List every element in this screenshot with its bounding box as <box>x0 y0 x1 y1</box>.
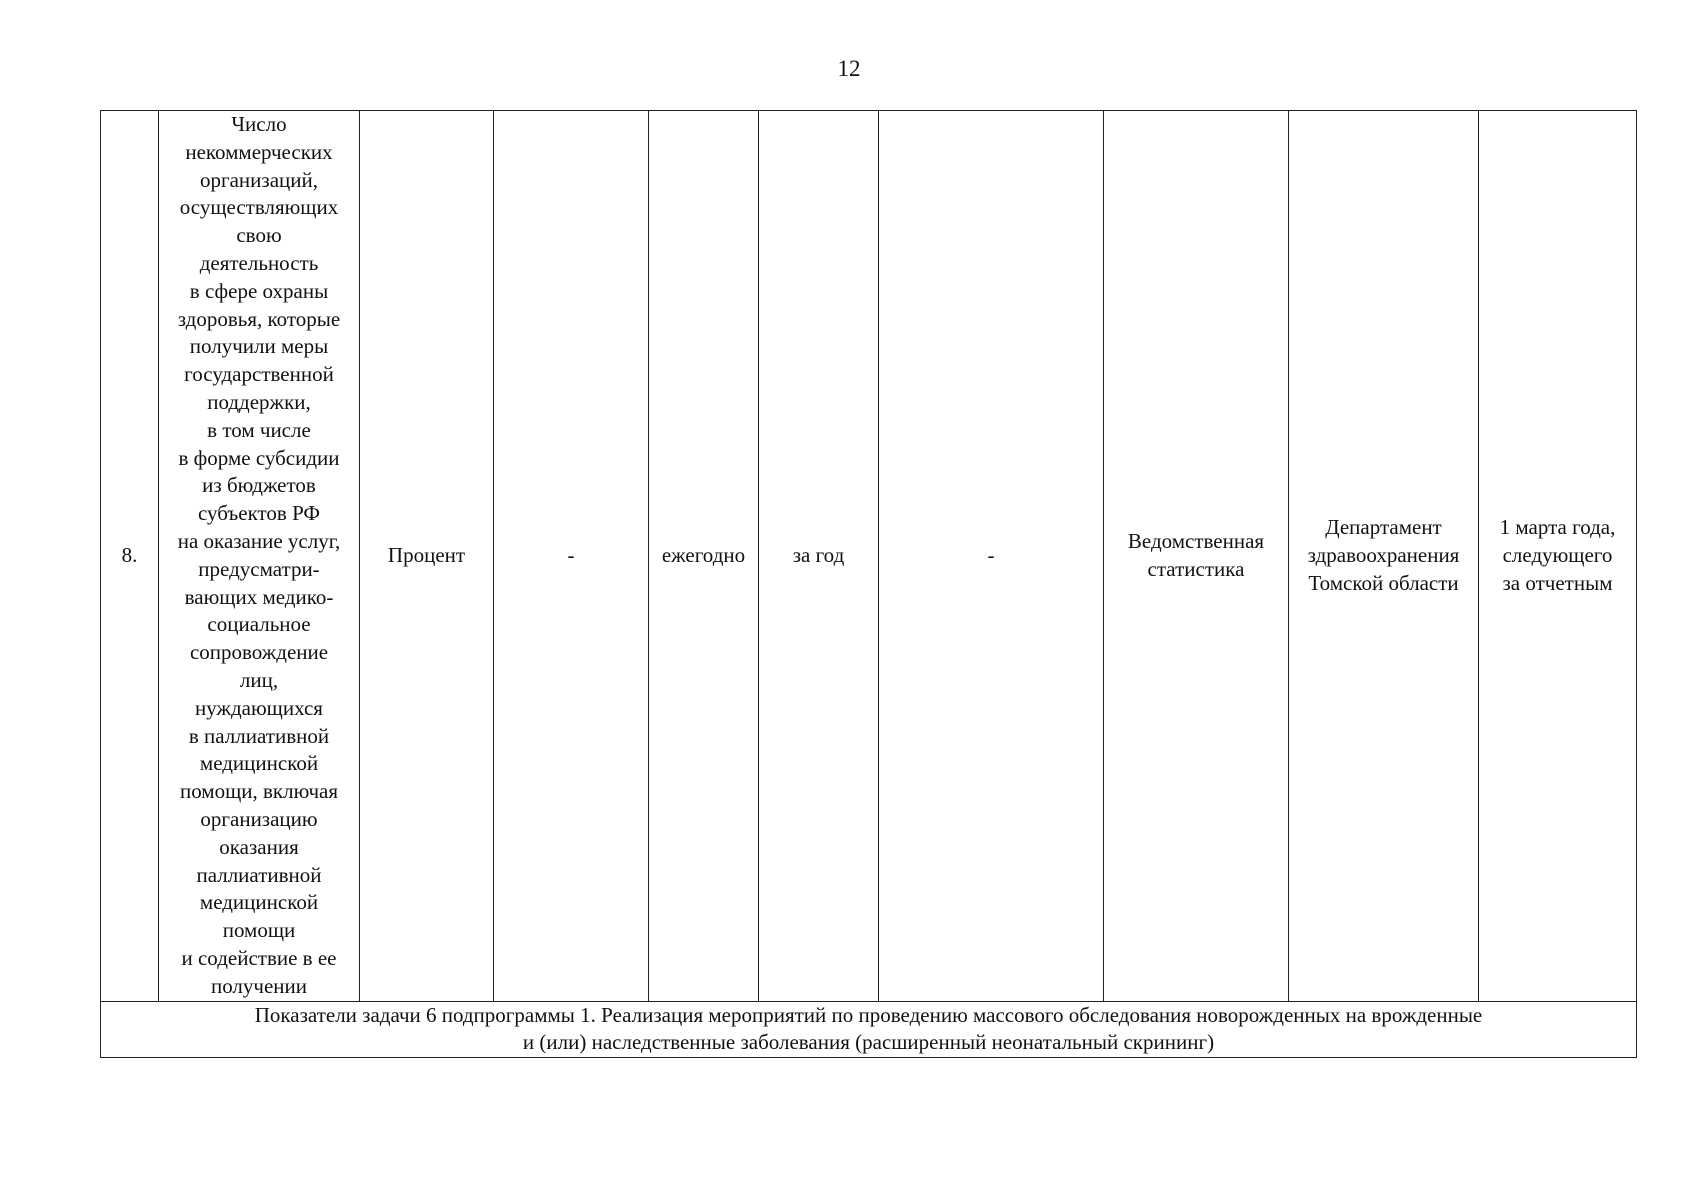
deadline-cell <box>1479 111 1637 1002</box>
indicator-line: из бюджетов <box>202 473 316 498</box>
responsible-cell <box>1289 111 1479 1002</box>
indicator-line: помощи <box>222 918 296 943</box>
section-header-line: и (или) наследственные заболевания (расширенный неонатальный скрининг) <box>522 1030 1215 1055</box>
indicator-line: лиц, <box>239 667 279 692</box>
indicator-line: медицинской <box>199 751 319 776</box>
indicator-line: деятельность <box>199 250 319 275</box>
empty-dash-cell: - <box>494 111 649 1002</box>
source-line: Ведомственная <box>1127 528 1265 553</box>
source-cell <box>1104 111 1289 1002</box>
indicator-line: в паллиативной <box>188 723 330 748</box>
unit-cell: Процент <box>360 111 494 1002</box>
indicator-line: организаций, <box>200 167 318 192</box>
page-number: 12 <box>837 56 861 81</box>
deadline-line: за отчетным <box>1502 570 1613 595</box>
indicator-line: субъектов РФ <box>197 501 320 526</box>
indicator-line: вающих медико- <box>184 584 334 609</box>
deadline-line: следующего <box>1502 542 1613 567</box>
indicator-line: на оказание услуг, <box>177 528 341 553</box>
indicator-line: получили меры <box>189 334 329 359</box>
indicator-line: Число <box>231 112 287 136</box>
row-number: 8. <box>101 111 159 1002</box>
indicator-line: в сфере охраны <box>189 278 329 303</box>
indicator-line: паллиативной <box>196 862 322 887</box>
indicator-line: оказания <box>219 834 299 859</box>
indicator-line: помощи, включая <box>179 779 339 804</box>
responsible-line: здравоохранения <box>1307 542 1460 567</box>
periodicity-cell: ежегодно <box>649 111 759 1002</box>
indicator-line: нуждающихся <box>195 695 323 720</box>
deadline-line: 1 марта года, <box>1499 515 1616 540</box>
section-header-row <box>101 1001 1637 1058</box>
indicators-table <box>100 110 1637 1058</box>
responsible-line: Департамент <box>1325 515 1442 540</box>
time-characteristic-cell: за год <box>759 111 879 1002</box>
indicator-line: предусматри- <box>198 556 320 581</box>
table-row <box>101 111 1637 1002</box>
indicator-line: поддержки, <box>207 389 311 414</box>
indicator-line: осуществляющих <box>179 195 339 220</box>
indicator-line: свою <box>236 223 282 248</box>
indicator-line: организацию <box>200 806 318 831</box>
section-header-cell <box>101 1001 1637 1058</box>
indicator-line: в том числе <box>207 417 311 442</box>
empty-dash-cell: - <box>879 111 1104 1002</box>
indicator-name-cell <box>159 111 360 1002</box>
indicator-line: и содействие в ее <box>181 945 337 970</box>
indicator-line: государственной <box>184 362 334 387</box>
indicator-line: сопровождение <box>189 640 329 665</box>
indicator-line: в форме субсидии <box>178 445 340 470</box>
source-line: статистика <box>1147 556 1245 581</box>
indicator-line: социальное <box>207 612 311 637</box>
indicator-line: медицинской <box>199 890 319 915</box>
indicator-line: получении <box>210 973 308 998</box>
indicator-line: некоммерческих <box>185 139 333 164</box>
indicator-line: здоровья, которые <box>177 306 341 331</box>
section-header-line: Показатели задачи 6 подпрограммы 1. Реализация мероприятий по проведению массового обследования новорожденных на врожденные <box>254 1002 1483 1027</box>
responsible-line: Томской области <box>1308 570 1459 595</box>
